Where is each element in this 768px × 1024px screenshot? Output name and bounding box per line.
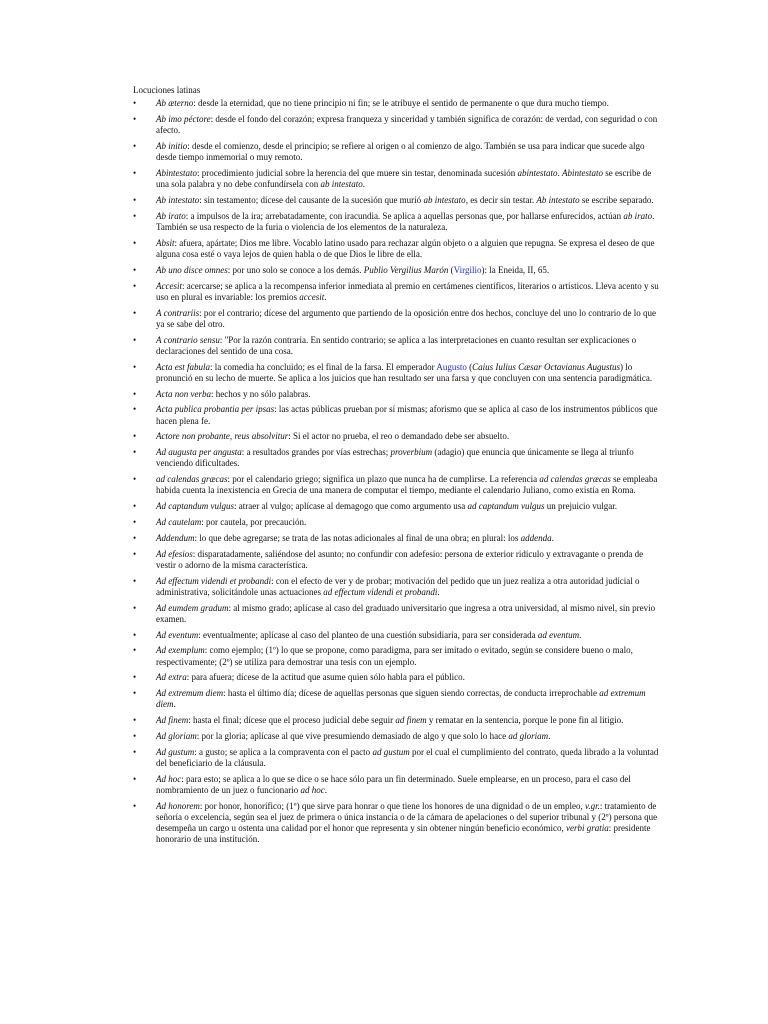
bullet-icon: • [133, 575, 137, 586]
latin-term: Ad exemplum [156, 645, 205, 656]
entry-text: : al mismo grado; aplícase al caso del graduado universitario que ingresa a otra universidad, al mismo nivel, sin previo examen. [156, 602, 656, 624]
entry-text: ): la Eneida, II, 65. [481, 264, 550, 275]
bullet-icon: • [133, 501, 137, 512]
latin-term: proverbium [390, 447, 433, 458]
latin-term: Ab initio [156, 141, 188, 151]
entry-text: : afuera, apártate; Dios me libre. Vocablo latino usado para rechazar algún objeto o a alguien que repugna. Se expresa el deseo de que alguna cosa esté o vaya lejos de quien habla o de que Dios le libre de ella. [156, 237, 655, 259]
list-item [133, 141, 663, 163]
list-item [133, 549, 663, 571]
list-item [133, 630, 663, 641]
locution-list [133, 98, 663, 845]
entry-text: : a resultados grandes por vías estrechas; [241, 447, 391, 458]
list-item [133, 501, 663, 512]
list-item [133, 114, 663, 136]
latin-term: ab intestato [320, 179, 363, 190]
latin-term: A contrario sensu [156, 334, 220, 345]
list-item [133, 576, 663, 598]
bullet-icon: • [133, 404, 137, 415]
list-item [133, 168, 663, 190]
entry-text: : Si el actor no prueba, el reo o demandado debe ser absuelto. [288, 431, 510, 442]
latin-term: Ad effectum videndi et probandi [156, 575, 272, 586]
latin-term: Ab æterno [156, 98, 194, 109]
entry-text: : a gusto; se aplica a la compraventa con el pacto [194, 746, 373, 757]
bullet-icon: • [133, 688, 137, 699]
bullet-icon: • [133, 730, 137, 741]
list-item [133, 308, 663, 330]
entry-text: se escribe separado. [579, 195, 654, 205]
entry-text: . [551, 532, 554, 543]
list-item [133, 98, 663, 109]
entry-text: , es decir sin testar. [465, 195, 537, 205]
latin-term: Accesit [156, 280, 182, 291]
list-item [133, 672, 663, 683]
latin-term: Ab imo péctore [156, 114, 211, 124]
bullet-icon: • [133, 474, 137, 485]
latin-term: accesit [299, 291, 325, 302]
latin-term: ad gustum [372, 746, 410, 757]
entry-text: : tratamiento de señoría o excelencia, según sea el juez de primera o única instancia o de la cámara de apelaciones o del superior tribunal y (2º) persona que desempeña un cargo u ostenta una calidad por el honor que representa y sin obtener ningún beneficio económico, [156, 800, 658, 834]
entry-text: : presidente honorario de una institución. [156, 823, 651, 845]
latin-term: Ab irato [156, 210, 186, 221]
entry-text: : acercarse; se aplica a la recompensa inferior inmediata al premio en certámenes científicos, literarios o artísticos. Lleva acento y su uso en plural es invariable: los premios [156, 280, 659, 302]
latin-term: Absit [156, 237, 175, 248]
entry-text: . [324, 291, 327, 302]
entry-text: : por honor, honorífico; (1º) que sirve para honrar o que tiene los honores de una dignidad o de un empleo, [199, 800, 585, 811]
entry-text: : hasta el final; dícese que el proceso judicial debe seguir [188, 715, 396, 726]
latin-term: Ad honorem [156, 800, 200, 811]
latin-term: Acta non verba [156, 388, 211, 399]
list-item [133, 335, 663, 357]
bullet-icon: • [133, 264, 137, 275]
latin-term: ad extremum diem [156, 688, 646, 710]
document-page [133, 85, 663, 850]
bullet-icon: • [133, 645, 137, 656]
bullet-icon: • [133, 168, 137, 178]
entry-text: : para afuera; dícese de la actitud que asume quien sólo habla para el público. [186, 672, 465, 683]
latin-term: ad calendas græcas [156, 474, 228, 485]
entry-text: : por cautela, por precaución. [201, 516, 307, 527]
list-item [133, 389, 663, 400]
list-item [133, 362, 663, 384]
entry-text: : "Por la razón contraria. En sentido contrario; se aplica a las interpretaciones en cuanto resultan ser explicaciones o declaraciones del sentido de una cosa. [156, 334, 637, 356]
entry-text: : atraer al vulgo; aplícase al demagogo que como argumento usa [234, 501, 468, 512]
bullet-icon: • [133, 602, 137, 613]
list-item [133, 774, 663, 796]
bullet-icon: • [133, 773, 137, 784]
entry-text: . [548, 730, 551, 741]
latin-term: Ab uno disce omnes [156, 264, 228, 275]
latin-term: Ab intestato [536, 195, 580, 205]
bullet-icon: • [133, 447, 137, 458]
latin-term: Publio Vergilius Marón [363, 264, 449, 275]
latin-term: Caius Iulius Cæsar Octavianus Augustus [472, 361, 621, 372]
entry-text: : como ejemplo; (1º) lo que se propone, como paradigma, para ser imitado o evitado, según se considere bueno o malo, respectivamente; (2º) se utiliza para demostrar una tesis con un ejemplo. [156, 645, 633, 667]
bullet-icon: • [133, 672, 137, 683]
bullet-icon: • [133, 141, 137, 151]
list-item [133, 801, 663, 846]
bullet-icon: • [133, 195, 137, 205]
entry-text: : por el calendario griego; significa un plazo que nunca ha de cumplirse. La referencia [227, 474, 540, 485]
entry-text: ) lo pronunció en su lecho de muerte. Se aplica a los juicios que han resultado ser una farsa y que concluyen con una sentencia paradigmática. [156, 361, 653, 383]
entry-text: . También se usa respecto de la furia o violencia de los elementos de la naturaleza. [156, 210, 655, 232]
entry-text: . [362, 179, 365, 190]
entry-text: : disparatadamente, saliéndose del asunto; no confundir con adefesio: persona de exterior ridículo y extravagante o prenda de vestir o adorno de la misma característica. [156, 548, 644, 570]
document-heading: Locuciones latinas [133, 85, 201, 95]
entry-link[interactable]: Augusto [436, 361, 467, 372]
latin-term: ad hoc [300, 784, 325, 795]
latin-term: Ad gustum [156, 746, 195, 757]
latin-term: Addendum [156, 532, 195, 543]
latin-term: ad gloriam [508, 730, 549, 741]
bullet-icon: • [133, 431, 137, 442]
bullet-icon: • [133, 548, 137, 559]
list-item [133, 281, 663, 303]
latin-term: Ad extremum diem [156, 688, 224, 699]
latin-term: Ad finem [156, 715, 189, 726]
entry-text: por el cual el cumplimiento del contrato, queda librado a la voluntad del beneficiario de la cláusula. [156, 746, 659, 768]
entry-text: : hechos y no sólo palabras. [210, 388, 311, 399]
bullet-icon: • [133, 629, 137, 640]
list-item [133, 238, 663, 260]
entry-text: : sin testamento; dícese del causante de la sucesión que murió [199, 195, 424, 205]
latin-term: Ad cautelam [156, 516, 202, 527]
entry-link[interactable]: Virgilio [453, 264, 482, 275]
bullet-icon: • [133, 388, 137, 399]
entry-text: ( [466, 361, 473, 372]
list-item [133, 265, 663, 276]
bullet-icon: • [133, 307, 137, 318]
list-item [133, 517, 663, 528]
latin-term: Ad hoc [156, 773, 182, 784]
entry-text: . [437, 586, 440, 597]
bullet-icon: • [133, 532, 137, 543]
entry-text: : lo que debe agregarse; se trata de las notas adicionales al final de una obra; en plural: los [194, 532, 521, 543]
entry-text: : las actas públicas prueban por sí mismas; aforismo que se aplica al caso de los instrumentos públicos que hacen plena fe. [156, 404, 658, 426]
latin-term: ab intestato [423, 195, 466, 205]
entry-text: : hasta el último día; dícese de aquellas personas que siguen siendo correctas, de conducta irreprochable [223, 688, 600, 699]
entry-text: : desde el fondo del corazón; expresa franqueza y sinceridad y también significa de corazón: de verdad, con seguridad o con afecto. [156, 114, 658, 136]
latin-term: ad effectum videndi et probandi [323, 586, 438, 597]
latin-term: abintestato [517, 168, 558, 178]
entry-text: : con el efecto de ver y de probar; motivación del pedido que un juez realiza a otra autoridad judicial o administrativa, solicitándole unas actuaciones [156, 575, 640, 597]
list-item [133, 603, 663, 625]
list-item [133, 688, 663, 710]
entry-text: un prejuicio vulgar. [544, 501, 617, 512]
latin-term: addenda [520, 532, 552, 543]
list-item [133, 645, 663, 667]
entry-text: (adagio) que enuncia que únicamente se llega al triunfo venciendo dificultades. [156, 447, 634, 469]
latin-term: Acta publica probantia per ipsas [156, 404, 275, 415]
entry-text: : por el contrario; dícese del argumento que partiendo de la oposición entre dos hechos, concluye del uno lo contrario de lo que ya se sabe del otro. [156, 307, 657, 329]
entry-text: . [557, 168, 563, 178]
list-item [133, 731, 663, 742]
latin-term: Ad augusta per angusta [156, 447, 242, 458]
bullet-icon: • [133, 114, 137, 124]
latin-term: Actore non probante, reus absolvitur [156, 431, 289, 442]
bullet-icon: • [133, 98, 137, 109]
list-item [133, 211, 663, 233]
latin-term: Ad extra [156, 672, 187, 683]
bullet-icon: • [133, 516, 137, 527]
latin-term: ad captandum vulgus [467, 501, 545, 512]
latin-term: A contrariis [156, 307, 200, 318]
bullet-icon: • [133, 361, 137, 372]
list-item [133, 715, 663, 726]
bullet-icon: • [133, 237, 137, 248]
latin-term: ad finem [395, 715, 427, 726]
entry-text: ( [448, 264, 454, 275]
latin-term: ad calendas græcas [539, 474, 611, 485]
entry-text: . [173, 699, 176, 710]
latin-term: verbi gratia [565, 823, 609, 834]
entry-text: : eventualmente; aplícase al caso del planteo de una cuestión subsidiaria, para ser considerada [198, 629, 538, 640]
bullet-icon: • [133, 210, 137, 221]
latin-term: Abintestato [156, 168, 197, 178]
latin-term: Ab intestato [156, 195, 200, 205]
list-item [133, 431, 663, 442]
latin-term: Ad efesios [156, 548, 193, 559]
latin-term: Ad eumdem gradum [156, 602, 229, 613]
list-item [133, 404, 663, 426]
entry-text: : desde el comienzo, desde el principio; se refiere al origen o al comienzo de algo. También se usa para indicar que sucede algo desde tiempo inmemorial o muy remoto. [156, 141, 645, 163]
list-item [133, 747, 663, 769]
bullet-icon: • [133, 800, 137, 811]
entry-text: : por uno solo se conoce a los demás. [227, 264, 364, 275]
entry-text: se escribe de una sola palabra y no debe confundírsela con [156, 168, 652, 190]
latin-term: v.gr. [585, 800, 600, 811]
latin-term: Abintestato [562, 168, 604, 178]
entry-text: : a impulsos de la ira; arrebatadamente, con iracundia. Se aplica a aquellas personas que, por hallarse enfurecidos, actúan [185, 210, 624, 221]
latin-term: Ad eventum [156, 629, 199, 640]
entry-text: : desde la eternidad, que no tiene principio ni fin; se le atribuye el sentido de permanente o que dura mucho tiempo. [193, 98, 609, 109]
entry-text: se empleaba habida cuenta la inexistencia en Grecia de una manera de computar el tiempo, mediante el calendario Juliano, como existía en Roma. [156, 474, 658, 496]
entry-text: : procedimiento judicial sobre la herencia del que muere sin testar, denominada sucesión [197, 168, 518, 178]
bullet-icon: • [133, 715, 137, 726]
entry-text: : por la gloria; aplícase al que vive presumiendo demasiado de algo y que solo lo hace [196, 730, 509, 741]
entry-text: : para esto; se aplica a lo que se dice o se hace sólo para un fin determinado. Suele emplearse, en un proceso, para el caso del nombramiento de un juez o funcionario [156, 773, 631, 795]
list-item [133, 533, 663, 544]
bullet-icon: • [133, 334, 137, 345]
bullet-icon: • [133, 746, 137, 757]
entry-text: y rematar en la sentencia, porque le pone fin al litigio. [426, 715, 624, 726]
list-item [133, 195, 663, 206]
entry-text: . [324, 784, 327, 795]
list-item [133, 474, 663, 496]
latin-term: Acta est fabula [156, 361, 210, 372]
latin-term: ab irato [623, 210, 653, 221]
latin-term: ad eventum [537, 629, 580, 640]
entry-text: : la comedia ha concluido; es el final de la farsa. El emperador [210, 361, 437, 372]
list-item [133, 447, 663, 469]
latin-term: Ad gloriam [156, 730, 197, 741]
latin-term: Ad captandum vulgus [156, 501, 234, 512]
bullet-icon: • [133, 280, 137, 291]
entry-text: . [579, 629, 582, 640]
